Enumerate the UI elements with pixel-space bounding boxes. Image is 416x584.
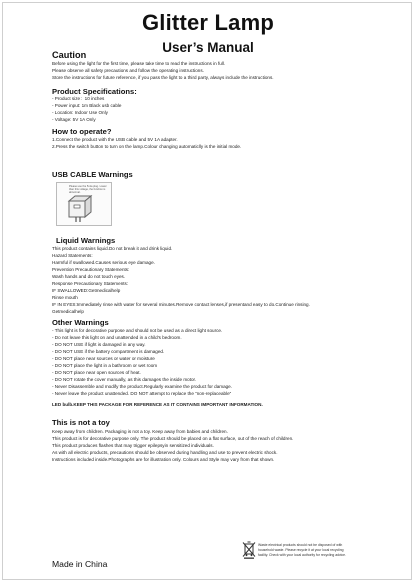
liquid-line: Hazard Statements: — [52, 252, 93, 258]
weee-line: Waste electrical products should not be disposed of with — [258, 543, 343, 547]
liquid-line: This product contains liquid.Do not break it and drink liquid. — [52, 246, 173, 251]
liquid-line: Rinse mouth — [52, 294, 78, 300]
spec-item: - Power input: 1m Black usb cable — [52, 102, 122, 108]
caution-line: Store the instructions for future reference, if you pass the light to a third party, always include the instructions. — [52, 74, 274, 80]
spec-item: - Product size：10 inches — [52, 96, 105, 101]
caution-line: Before using the light for the first time, please take time to read the instructions in full. — [52, 61, 226, 66]
usb-warning-figure — [56, 182, 112, 226]
liquid-line: Harmful if swallowed.Causes serious eye damage. — [52, 259, 155, 265]
other-warning-item: - DO NOT place the light in a bathroom or wet room — [52, 362, 158, 368]
other-warning-item: - DO NOT USE if the battery compartment is damaged. — [52, 348, 165, 354]
caution-line: Please observe all safety precautions and follow the operating instructions. — [52, 67, 204, 73]
toy-line: Keep away from children. Packaging is not a toy. Keep away from babies and children. — [52, 429, 228, 434]
other-warning-item: - DO NOT USE if light is damaged in any way. — [52, 341, 146, 347]
operate-steps — [52, 137, 241, 151]
spec-item: - Location: Indoor Use Only — [52, 109, 108, 115]
caution-text — [52, 61, 274, 82]
liquid-line: IF IN EYES:Immediately rinse with water for several minutes.Remove contact lenses,if presentand easy to do.Continue rinsing. — [52, 301, 310, 307]
operate-heading: How to operate? — [52, 127, 112, 136]
other-warnings-list — [52, 328, 263, 409]
weee-line: facility. Check with your local authority for recycling advice. — [258, 553, 346, 558]
not-a-toy-heading: This is not a toy — [52, 418, 110, 427]
made-in-label: Made in China — [52, 559, 108, 569]
spec-item: - Voltage: 5V 1A Only — [52, 116, 96, 122]
liquid-line: Wash hands and do not touch eyes. — [52, 273, 126, 279]
usb-warning-caption: Please use the 5v1a plug. Lower than this voltage, the function is abnormal. — [69, 185, 107, 195]
liquid-warnings-heading: Liquid Warnings — [56, 236, 116, 245]
toy-line: As with all electric products, precautions should be observed during handling and use to prevent electric shock. — [52, 449, 278, 455]
liquid-line: Prevention Precautionary Statements: — [52, 266, 130, 272]
other-warning-item: - This light is for decorative purpose and should not be used as a direct light source. — [52, 328, 223, 333]
caution-heading: Caution — [52, 50, 87, 60]
weee-notice — [258, 543, 346, 558]
other-warnings-heading: Other Warnings — [52, 318, 109, 327]
weee-line: household waste. Please recycle it at your local recycling — [258, 548, 344, 553]
specs-list — [52, 96, 121, 124]
page-title: Glitter Lamp — [142, 10, 274, 35]
not-a-toy-text — [52, 429, 293, 464]
toy-line: This product produces flashes that may trigger epilepsyin sensitized individuals. — [52, 442, 214, 448]
toy-line: This product is for decorative purpose only. The product should be placed on a flat surface, out of the reach of children. — [52, 435, 294, 441]
other-warning-item: - Never leave the product unattended. DO NOT attempt to replace the “non-replaceable” — [52, 390, 232, 396]
other-warning-item: - Never Disassemble and modify the product.Regularly examine the product for damage. — [52, 383, 233, 389]
operate-step: 1.Connect the product with the USB cable and 5V 1A adapter. — [52, 137, 178, 142]
other-warning-note: LED bulb.KEEP THIS PACKAGE FOR REFERENCE AS IT CONTAINS IMPORTANT INFORMATION. — [52, 401, 263, 407]
operate-step: 2.Press the switch button to turn on the lamp.Colour changing automaticlly is the initial mode. — [52, 143, 242, 149]
usb-adapter-icon — [63, 191, 97, 225]
other-warning-item: - DO NOT rotate the cover manually, as this damages the inside motor. — [52, 376, 197, 382]
liquid-line: IF SWALLOWED:Getmedicalhelp — [52, 287, 121, 293]
liquid-line: Getmedicalhelp — [52, 308, 84, 314]
other-warning-item: - DO NOT place near sources or water or moisture — [52, 355, 155, 361]
liquid-warnings-text — [52, 246, 310, 316]
specs-heading: Product Specifications: — [52, 87, 137, 96]
liquid-line: Response Precautionary Statements: — [52, 280, 129, 286]
other-warning-item: - DO NOT place near open sources of heat. — [52, 369, 141, 375]
usb-warnings-heading: USB CABLE Warnings — [52, 170, 133, 179]
page-subtitle: User’s Manual — [162, 40, 254, 55]
toy-line: Instructions included inside.Photographs are for illustration only. Colours and Style may vary from that shown. — [52, 456, 275, 462]
crossed-bin-icon — [242, 541, 256, 559]
other-warning-item: - Do not leave this light on and unattended in a child’s bedroom. — [52, 334, 182, 340]
